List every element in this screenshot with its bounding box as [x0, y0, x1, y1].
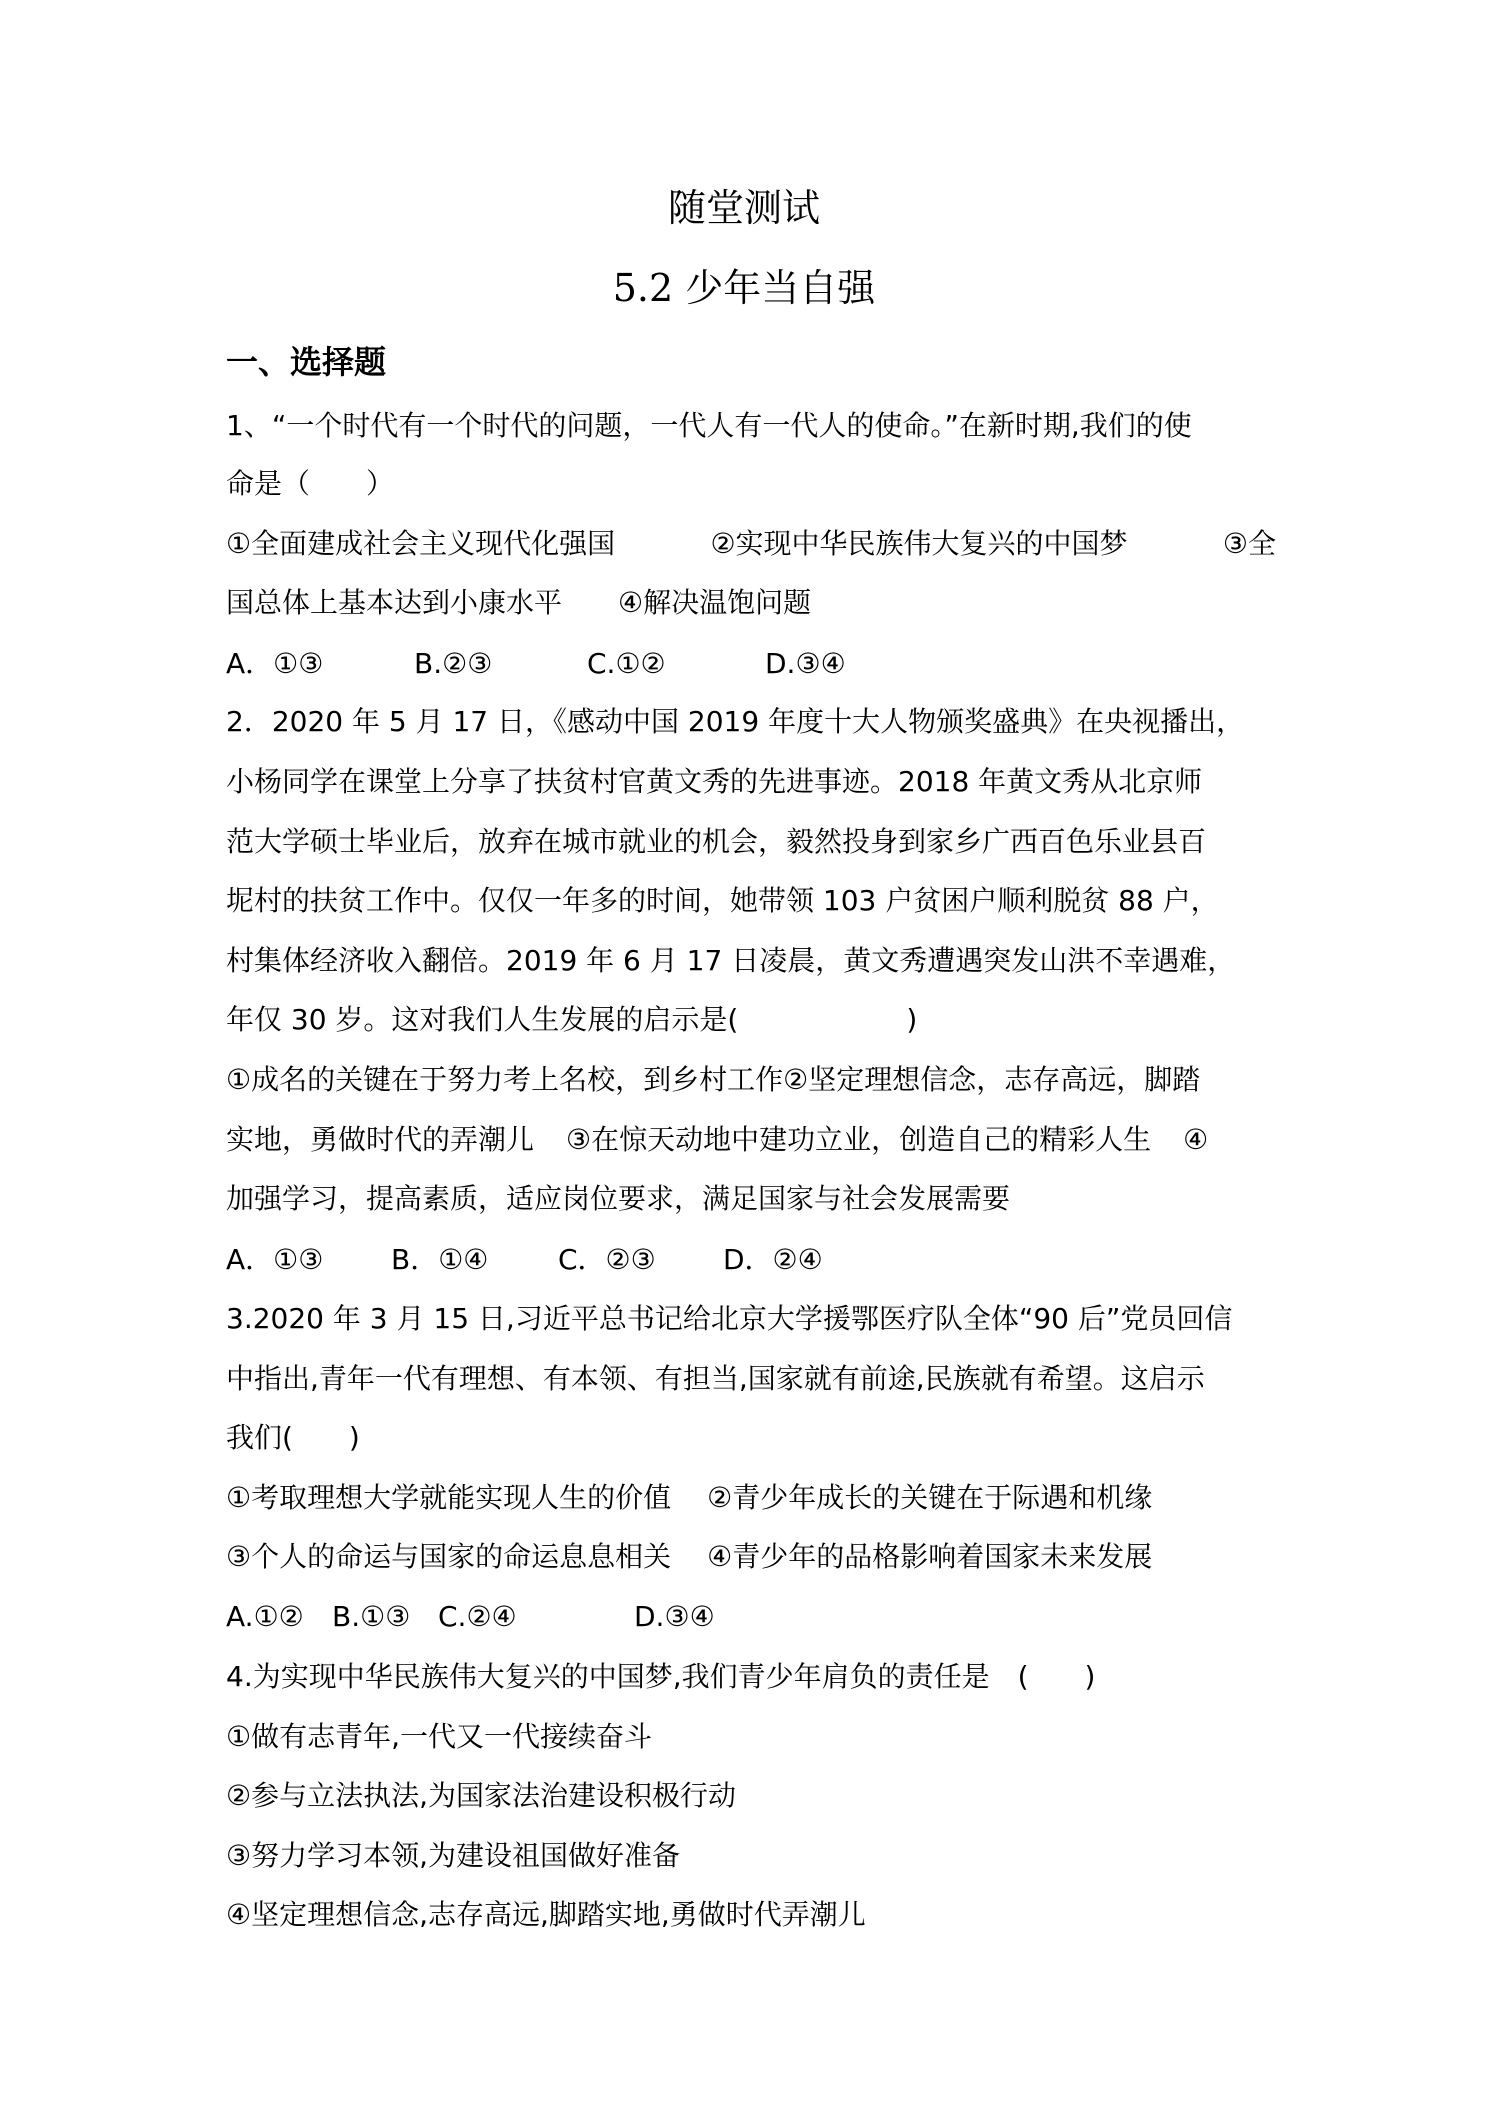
q3-item-1: ①考取理想大学就能实现人生的价值: [226, 1481, 672, 1514]
q1-items-line-2: [226, 585, 1276, 621]
q2-options: [226, 1242, 1276, 1278]
page-title: 随堂测试: [667, 186, 820, 230]
q2-option-a: A．①③: [226, 1243, 324, 1276]
q3-stem-line-2: 中指出,青年一代有理想、有本领、有担当,国家就有前途,民族就有希望。这启示: [226, 1362, 1205, 1395]
q3-option-c: C.②④: [438, 1600, 517, 1633]
q1-options: [226, 646, 1276, 682]
q4-stem-line-1: 4.为实现中华民族伟大复兴的中国梦,我们青少年肩负的责任是 ( ): [226, 1660, 1096, 1693]
q2-item-4-start: ④: [1183, 1123, 1209, 1156]
q1-option-d: D.③④: [765, 647, 846, 680]
q2-items-line-1: ①成名的关键在于努力考上名校，到乡村工作②坚定理想信念，志存高远，脚踏: [226, 1063, 1201, 1096]
q2-stem-line-5: 村集体经济收入翻倍。2019 年 6 月 17 日凌晨，黄文秀遭遇突发山洪不幸遇难，: [226, 944, 1236, 977]
q3-options: [226, 1599, 1276, 1635]
q3-option-b: B.①③: [332, 1600, 411, 1633]
q2-option-c: C．②③: [558, 1243, 656, 1276]
q3-option-d: D.③④: [634, 1600, 715, 1633]
q1-stem-line-2: 命是（ ）: [226, 467, 395, 500]
q1-stem-line-1: 1、“一个时代有一个时代的问题，一代人有一代人的使命。”在新时期,我们的使: [226, 409, 1192, 442]
q1-item-1: ①全面建成社会主义现代化强国: [226, 527, 616, 560]
q2-stem-line-3: 范大学硕士毕业后，放弃在城市就业的机会，毅然投身到家乡广西百色乐业县百: [226, 825, 1207, 858]
q1-option-c: C.①②: [587, 647, 666, 680]
q2-stem-line-1: 2．2020 年 5 月 17 日，《感动中国 2019 年度十大人物颁奖盛典》在央视播出，: [226, 705, 1245, 738]
q4-item-1: ①做有志青年,一代又一代接续奋斗: [226, 1720, 653, 1753]
q3-items-line-2: [226, 1539, 1276, 1575]
q3-items-line-1: [226, 1480, 1276, 1516]
q2-stem-line-2: 小杨同学在课堂上分享了扶贫村官黄文秀的先进事迹。2018 年黄文秀从北京师: [226, 765, 1203, 798]
lesson-subtitle: 5.2 少年当自强: [612, 266, 876, 310]
q4-item-2: ②参与立法执法,为国家法治建设积极行动: [226, 1779, 737, 1812]
q3-option-a: A.①②: [226, 1600, 304, 1633]
q2-option-b: B．①④: [391, 1243, 489, 1276]
q2-stem-line-4: 坭村的扶贫工作中。仅仅一年多的时间，她带领 103 户贫困户顺利脱贫 88 户，: [226, 884, 1219, 917]
q1-item-3-end: 国总体上基本达到小康水平: [226, 586, 563, 619]
q4-item-3: ③努力学习本领,为建设祖国做好准备: [226, 1839, 681, 1872]
q3-item-4: ④青少年的品格影响着国家未来发展: [707, 1540, 1153, 1573]
q3-stem-line-3: 我们( ): [226, 1421, 360, 1454]
q2-items-line-2: [226, 1122, 1276, 1158]
q2-option-d: D．②④: [723, 1243, 823, 1276]
q4-item-4: ④坚定理想信念,志存高远,脚踏实地,勇做时代弄潮儿: [226, 1898, 866, 1931]
q1-option-a: A．①③: [226, 647, 324, 680]
section-heading: 一、选择题: [226, 343, 387, 381]
q2-stem-line-6: 年仅 30 岁。这对我们人生发展的启示是( ): [226, 1003, 918, 1036]
q1-items-line-1: [226, 526, 1276, 562]
q2-item-2-end: 实地，勇做时代的弄潮儿: [226, 1123, 535, 1156]
q1-item-2: ②实现中华民族伟大复兴的中国梦: [710, 527, 1128, 560]
q2-items-line-3: 加强学习，提高素质，适应岗位要求，满足国家与社会发展需要: [226, 1182, 1011, 1215]
q2-item-3: ③在惊天动地中建功立业，创造自己的精彩人生: [566, 1123, 1152, 1156]
q3-item-3: ③个人的命运与国家的命运息息相关: [226, 1540, 672, 1573]
q3-stem-line-1: 3.2020 年 3 月 15 日,习近平总书记给北京大学援鄂医疗队全体“90 后”党员回信: [226, 1302, 1233, 1335]
q1-option-b: B.②③: [414, 647, 493, 680]
q1-item-3-start: ③全: [1222, 527, 1276, 560]
q1-item-4: ④解决温饱问题: [618, 586, 812, 619]
q3-item-2: ②青少年成长的关键在于际遇和机缘: [707, 1481, 1153, 1514]
